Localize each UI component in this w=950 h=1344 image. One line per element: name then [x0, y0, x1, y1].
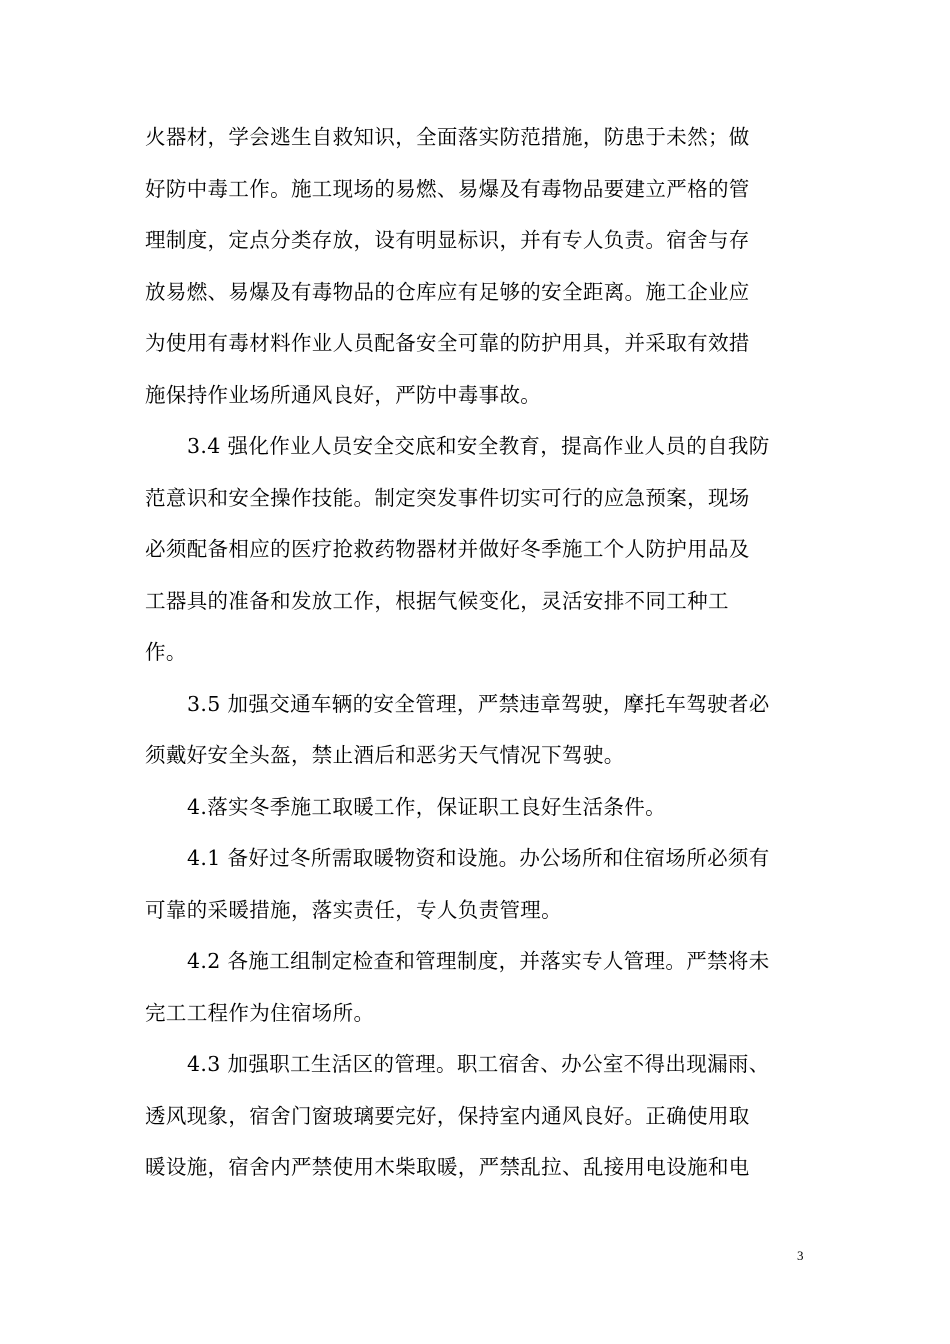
paragraph-4-1-first-line: 4.1 备好过冬所需取暖物资和设施。办公场所和住宿场所必须有: [187, 846, 770, 870]
paragraph-3-4-first-line: 3.4 强化作业人员安全交底和安全教育，提高作业人员的自我防: [187, 434, 770, 458]
text-line: 理制度，定点分类存放，设有明显标识，并有专人负责。宿舍与存: [145, 228, 750, 252]
text-line: 必须配备相应的医疗抢救药物器材并做好冬季施工个人防护用品及: [145, 537, 750, 561]
text-line: 透风现象，宿舍门窗玻璃要完好，保持室内通风良好。正确使用取: [145, 1103, 750, 1128]
text-line: 暖设施，宿舍内严禁使用木柴取暖，严禁乱拉、乱接用电设施和电: [145, 1155, 750, 1179]
text-line: 工器具的准备和发放工作，根据气候变化，灵活安排不同工种工: [145, 588, 729, 613]
text-line: 须戴好安全头盔，禁止酒后和恶劣天气情况下驾驶。: [145, 743, 625, 767]
section-4-heading: 4.落实冬季施工取暖工作，保证职工良好生活条件。: [187, 794, 666, 819]
text-line: 好防中毒工作。施工现场的易燃、易爆及有毒物品要建立严格的管: [145, 176, 750, 201]
text-line: 作。: [145, 640, 187, 664]
text-line: 可靠的采暖措施，落实责任，专人负责管理。: [145, 897, 562, 922]
text-line: 火器材，学会逃生自救知识，全面落实防范措施，防患于未然；做: [145, 125, 750, 149]
page-number: 3: [797, 1248, 804, 1263]
paragraph-4-2-first-line: 4.2 各施工组制定检查和管理制度，并落实专人管理。严禁将未: [187, 949, 770, 973]
paragraph-4-3-first-line: 4.3 加强职工生活区的管理。职工宿舍、办公室不得出现漏雨、: [187, 1052, 770, 1076]
paragraph-3-5-first-line: 3.5 加强交通车辆的安全管理，严禁违章驾驶，摩托车驾驶者必: [187, 691, 770, 716]
text-line: 放易燃、易爆及有毒物品的仓库应有足够的安全距离。施工企业应: [145, 279, 750, 304]
text-line: 完工工程作为住宿场所。: [145, 1000, 375, 1025]
text-line: 范意识和安全操作技能。制定突发事件切实可行的应急预案，现场: [145, 485, 750, 510]
document-body: [145, 112, 807, 1194]
text-line: 为使用有毒材料作业人员配备安全可靠的防护用具，并采取有效措: [145, 331, 750, 355]
text-line: 施保持作业场所通风良好，严防中毒事故。: [145, 382, 542, 407]
